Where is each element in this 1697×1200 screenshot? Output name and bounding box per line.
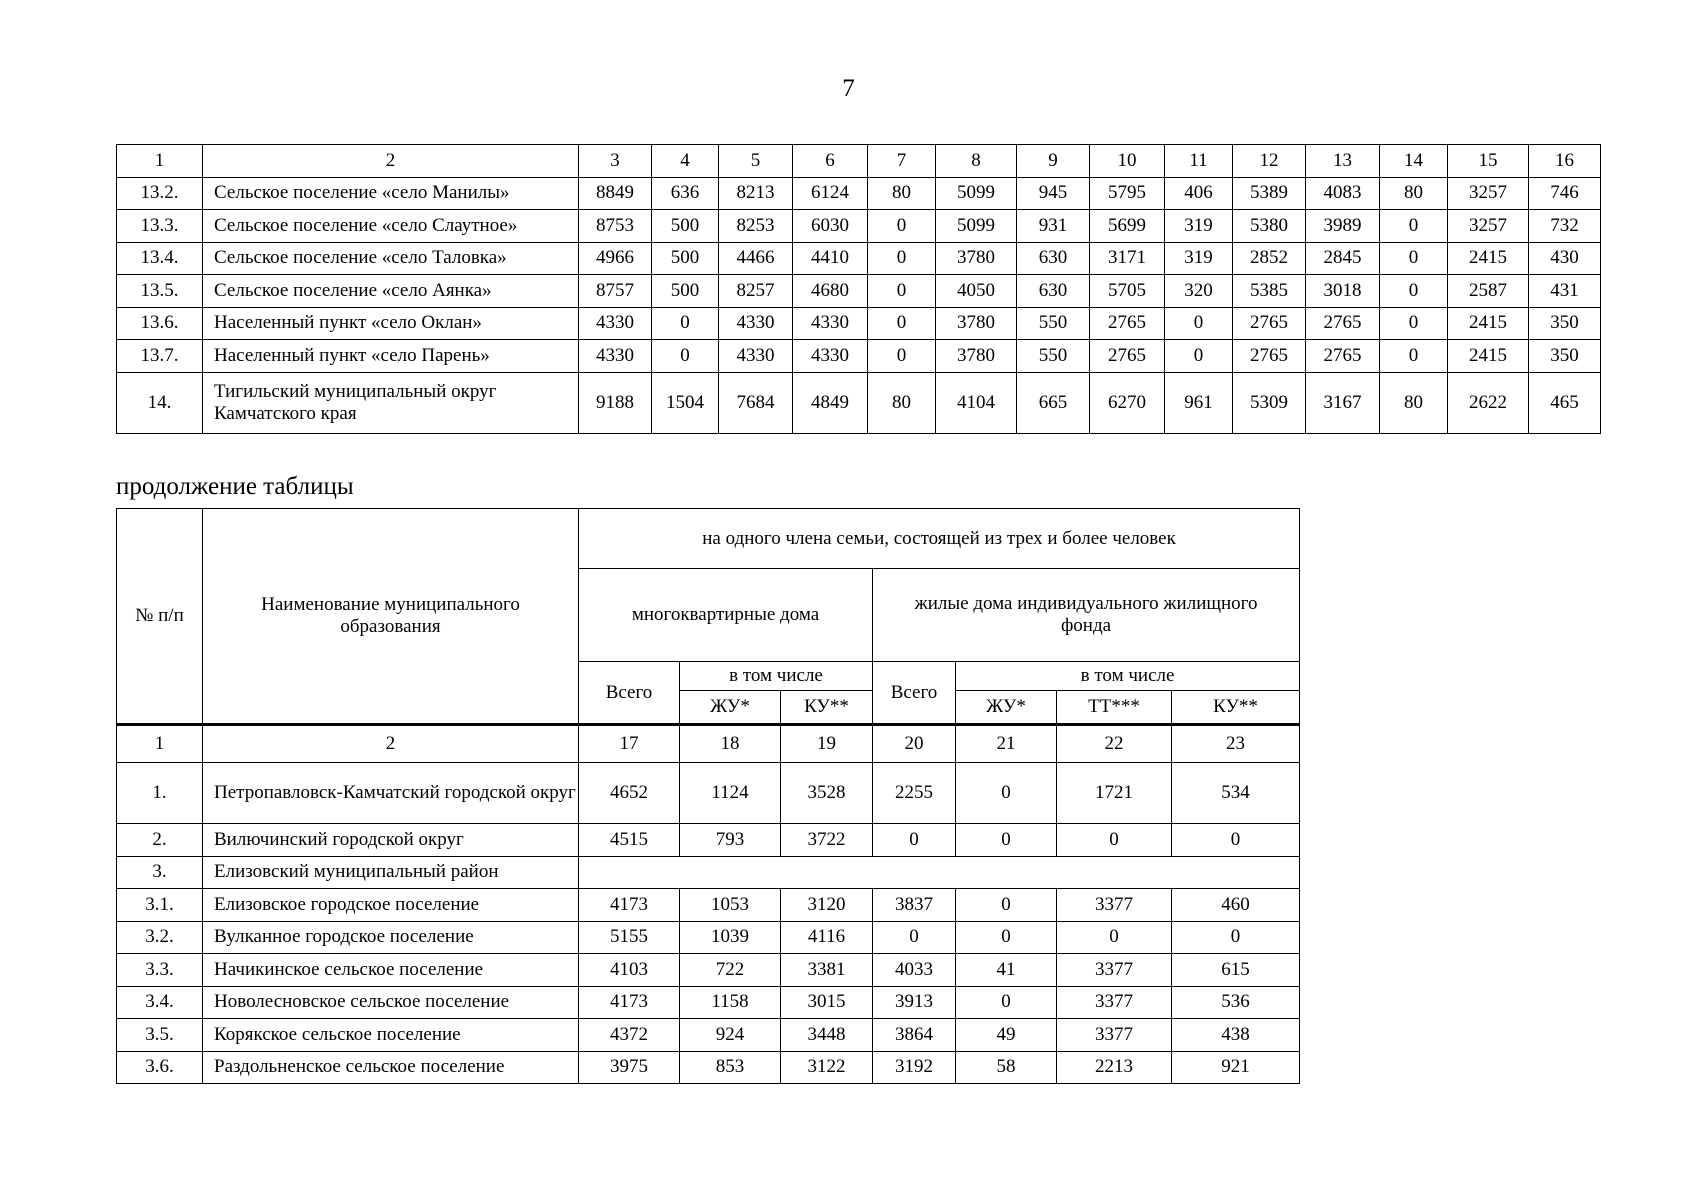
value-cell: 4330 [793, 307, 868, 340]
column-number-cell: 16 [1529, 145, 1601, 178]
value-cell: 5795 [1090, 177, 1165, 210]
value-cell: 5380 [1233, 210, 1306, 243]
value-cell: 0 [956, 889, 1057, 922]
value-cell: 406 [1165, 177, 1233, 210]
value-cell: 6124 [793, 177, 868, 210]
row-number: 2. [117, 824, 203, 857]
value-cell: 9188 [579, 372, 652, 433]
municipality-name: Раздольненское сельское поселение [203, 1051, 579, 1084]
value-cell: 2255 [873, 763, 956, 824]
row-number: 13.7. [117, 340, 203, 373]
value-cell: 722 [680, 954, 781, 987]
value-cell: 4330 [719, 340, 793, 373]
value-cell: 3120 [781, 889, 873, 922]
value-cell: 80 [1380, 372, 1448, 433]
header-apartments-ku: КУ** [781, 691, 873, 725]
value-cell: 8753 [579, 210, 652, 243]
value-cell: 0 [868, 307, 936, 340]
municipality-name: Тигильский муниципальный округ Камчатского края [203, 372, 579, 433]
value-cell: 4330 [579, 307, 652, 340]
value-cell: 0 [1380, 307, 1448, 340]
value-cell: 0 [873, 921, 956, 954]
value-cell: 2852 [1233, 242, 1306, 275]
municipality-name: Сельское поселение «село Манилы» [203, 177, 579, 210]
municipality-name: Начикинское сельское поселение [203, 954, 579, 987]
value-cell: 4410 [793, 242, 868, 275]
column-number-cell: 20 [873, 725, 956, 763]
header-houses-total: Всего [873, 662, 956, 725]
value-cell: 630 [1017, 242, 1090, 275]
column-number-cell: 1 [117, 145, 203, 178]
value-cell: 534 [1172, 763, 1300, 824]
table-row [117, 177, 1601, 210]
value-cell: 853 [680, 1051, 781, 1084]
value-cell: 4330 [579, 340, 652, 373]
value-cell: 3381 [781, 954, 873, 987]
column-number-cell: 7 [868, 145, 936, 178]
value-cell: 3913 [873, 986, 956, 1019]
value-cell: 350 [1529, 307, 1601, 340]
value-cell: 7684 [719, 372, 793, 433]
value-cell: 2765 [1306, 307, 1380, 340]
value-cell: 2765 [1233, 307, 1306, 340]
value-cell: 6270 [1090, 372, 1165, 433]
value-cell: 4050 [936, 275, 1017, 308]
value-cell: 945 [1017, 177, 1090, 210]
value-cell: 0 [1165, 340, 1233, 373]
value-cell: 1124 [680, 763, 781, 824]
row-number: 14. [117, 372, 203, 433]
table-row [117, 242, 1601, 275]
value-cell: 5705 [1090, 275, 1165, 308]
municipality-name: Елизовский муниципальный район [203, 856, 579, 889]
header-name: Наименование муниципального образования [203, 509, 579, 725]
row-number: 13.5. [117, 275, 203, 308]
value-cell: 2587 [1448, 275, 1529, 308]
page-number: 7 [842, 75, 855, 102]
municipality-name: Новолесновское сельское поселение [203, 986, 579, 1019]
value-cell: 465 [1529, 372, 1601, 433]
value-cell: 4104 [936, 372, 1017, 433]
row-number: 13.2. [117, 177, 203, 210]
value-cell: 3837 [873, 889, 956, 922]
value-cell: 931 [1017, 210, 1090, 243]
value-cell: 3377 [1057, 1019, 1172, 1052]
value-cell: 58 [956, 1051, 1057, 1084]
table-row [117, 1019, 1300, 1052]
table-row [117, 1051, 1300, 1084]
column-number-cell: 22 [1057, 725, 1172, 763]
value-cell: 0 [1165, 307, 1233, 340]
value-cell: 0 [1172, 824, 1300, 857]
column-number-cell: 21 [956, 725, 1057, 763]
value-cell: 41 [956, 954, 1057, 987]
value-cell: 4652 [579, 763, 680, 824]
column-number-cell: 5 [719, 145, 793, 178]
value-cell: 0 [956, 824, 1057, 857]
value-cell: 3377 [1057, 954, 1172, 987]
header-apartments: многоквартирные дома [579, 569, 873, 662]
value-cell: 80 [868, 372, 936, 433]
row-number: 13.6. [117, 307, 203, 340]
column-number-cell: 8 [936, 145, 1017, 178]
value-cell: 0 [1380, 340, 1448, 373]
column-number-row [117, 725, 1300, 763]
value-cell: 2415 [1448, 340, 1529, 373]
value-cell: 5155 [579, 921, 680, 954]
column-number-cell: 19 [781, 725, 873, 763]
value-cell: 5099 [936, 210, 1017, 243]
value-cell: 0 [956, 986, 1057, 1019]
value-cell: 0 [868, 340, 936, 373]
value-cell: 5385 [1233, 275, 1306, 308]
value-cell: 0 [1057, 824, 1172, 857]
table-row [117, 763, 1300, 824]
value-cell: 3171 [1090, 242, 1165, 275]
row-number: 13.3. [117, 210, 203, 243]
value-cell: 319 [1165, 242, 1233, 275]
column-number-cell: 13 [1306, 145, 1380, 178]
value-cell: 350 [1529, 340, 1601, 373]
table-row [117, 372, 1601, 433]
value-cell: 665 [1017, 372, 1090, 433]
column-number-cell: 9 [1017, 145, 1090, 178]
value-cell: 460 [1172, 889, 1300, 922]
row-number: 1. [117, 763, 203, 824]
row-number: 3.1. [117, 889, 203, 922]
value-cell: 8257 [719, 275, 793, 308]
value-cell: 3377 [1057, 889, 1172, 922]
value-cell: 320 [1165, 275, 1233, 308]
value-cell: 746 [1529, 177, 1601, 210]
value-cell: 2765 [1233, 340, 1306, 373]
value-cell: 3975 [579, 1051, 680, 1084]
table-row [117, 856, 1300, 889]
value-cell: 0 [1172, 921, 1300, 954]
column-number-cell: 10 [1090, 145, 1165, 178]
value-cell: 2765 [1306, 340, 1380, 373]
table-row [117, 986, 1300, 1019]
header-num: № п/п [117, 509, 203, 725]
municipality-name: Вулканное городское поселение [203, 921, 579, 954]
header-group: на одного члена семьи, состоящей из трех и более человек [579, 509, 1300, 569]
row-number: 3.3. [117, 954, 203, 987]
value-cell: 4330 [793, 340, 868, 373]
municipality-name: Населенный пункт «село Оклан» [203, 307, 579, 340]
column-number-cell: 2 [203, 725, 579, 763]
row-number: 3.2. [117, 921, 203, 954]
value-cell: 4849 [793, 372, 868, 433]
municipality-name: Сельское поселение «село Аянка» [203, 275, 579, 308]
value-cell: 3015 [781, 986, 873, 1019]
empty-cell [579, 856, 1300, 889]
row-number: 13.4. [117, 242, 203, 275]
header-houses-ku: КУ** [1172, 691, 1300, 725]
value-cell: 438 [1172, 1019, 1300, 1052]
value-cell: 4515 [579, 824, 680, 857]
header-houses-tt: ТТ*** [1057, 691, 1172, 725]
table-row [117, 307, 1601, 340]
municipality-name: Вилючинский городской округ [203, 824, 579, 857]
value-cell: 3864 [873, 1019, 956, 1052]
row-number: 3.6. [117, 1051, 203, 1084]
municipality-name: Сельское поселение «село Таловка» [203, 242, 579, 275]
table-row [117, 824, 1300, 857]
value-cell: 80 [1380, 177, 1448, 210]
value-cell: 49 [956, 1019, 1057, 1052]
column-number-cell: 17 [579, 725, 680, 763]
value-cell: 0 [868, 242, 936, 275]
table-continuation-part-1 [116, 144, 1601, 434]
column-number-cell: 12 [1233, 145, 1306, 178]
header-apartments-including: в том числе [680, 662, 873, 691]
header-houses-zhu: ЖУ* [956, 691, 1057, 725]
value-cell: 80 [868, 177, 936, 210]
value-cell: 550 [1017, 307, 1090, 340]
table-row [117, 954, 1300, 987]
value-cell: 3122 [781, 1051, 873, 1084]
value-cell: 3448 [781, 1019, 873, 1052]
value-cell: 0 [868, 210, 936, 243]
value-cell: 4680 [793, 275, 868, 308]
value-cell: 1039 [680, 921, 781, 954]
value-cell: 732 [1529, 210, 1601, 243]
value-cell: 2213 [1057, 1051, 1172, 1084]
value-cell: 5099 [936, 177, 1017, 210]
value-cell: 536 [1172, 986, 1300, 1019]
value-cell: 3257 [1448, 177, 1529, 210]
column-number-cell: 14 [1380, 145, 1448, 178]
value-cell: 8213 [719, 177, 793, 210]
value-cell: 4173 [579, 986, 680, 1019]
value-cell: 615 [1172, 954, 1300, 987]
value-cell: 5309 [1233, 372, 1306, 433]
value-cell: 2415 [1448, 307, 1529, 340]
value-cell: 500 [652, 275, 719, 308]
municipality-name: Корякское сельское поселение [203, 1019, 579, 1052]
value-cell: 3528 [781, 763, 873, 824]
value-cell: 500 [652, 242, 719, 275]
value-cell: 3257 [1448, 210, 1529, 243]
value-cell: 961 [1165, 372, 1233, 433]
column-number-cell: 6 [793, 145, 868, 178]
column-number-row [117, 145, 1601, 178]
table-row [117, 889, 1300, 922]
column-number-cell: 1 [117, 725, 203, 763]
column-number-cell: 3 [579, 145, 652, 178]
value-cell: 3192 [873, 1051, 956, 1084]
value-cell: 0 [1380, 275, 1448, 308]
value-cell: 0 [652, 340, 719, 373]
value-cell: 4116 [781, 921, 873, 954]
value-cell: 3377 [1057, 986, 1172, 1019]
value-cell: 3780 [936, 242, 1017, 275]
column-number-cell: 15 [1448, 145, 1529, 178]
value-cell: 0 [1057, 921, 1172, 954]
value-cell: 924 [680, 1019, 781, 1052]
municipality-name: Сельское поселение «село Слаутное» [203, 210, 579, 243]
header-apartments-zhu: ЖУ* [680, 691, 781, 725]
table-row [117, 275, 1601, 308]
table-continuation-part-2 [116, 508, 1300, 1084]
value-cell: 4173 [579, 889, 680, 922]
value-cell: 430 [1529, 242, 1601, 275]
header-houses: жилые дома индивидуального жилищного фонда [873, 569, 1300, 662]
value-cell: 793 [680, 824, 781, 857]
value-cell: 4966 [579, 242, 652, 275]
column-number-cell: 11 [1165, 145, 1233, 178]
value-cell: 1158 [680, 986, 781, 1019]
value-cell: 1721 [1057, 763, 1172, 824]
value-cell: 6030 [793, 210, 868, 243]
row-number: 3. [117, 856, 203, 889]
value-cell: 3780 [936, 307, 1017, 340]
value-cell: 3989 [1306, 210, 1380, 243]
value-cell: 3780 [936, 340, 1017, 373]
value-cell: 5699 [1090, 210, 1165, 243]
value-cell: 4330 [719, 307, 793, 340]
value-cell: 3018 [1306, 275, 1380, 308]
table-row [117, 340, 1601, 373]
value-cell: 0 [652, 307, 719, 340]
column-number-cell: 2 [203, 145, 579, 178]
value-cell: 921 [1172, 1051, 1300, 1084]
value-cell: 2765 [1090, 340, 1165, 373]
value-cell: 2622 [1448, 372, 1529, 433]
value-cell: 4103 [579, 954, 680, 987]
value-cell: 8253 [719, 210, 793, 243]
value-cell: 8849 [579, 177, 652, 210]
column-number-cell: 4 [652, 145, 719, 178]
municipality-name: Населенный пункт «село Парень» [203, 340, 579, 373]
header-apartments-total: Всего [579, 662, 680, 725]
value-cell: 3722 [781, 824, 873, 857]
value-cell: 431 [1529, 275, 1601, 308]
column-number-cell: 23 [1172, 725, 1300, 763]
value-cell: 2765 [1090, 307, 1165, 340]
column-number-cell: 18 [680, 725, 781, 763]
table-row [117, 210, 1601, 243]
header-houses-including: в том числе [956, 662, 1300, 691]
value-cell: 3167 [1306, 372, 1380, 433]
value-cell: 1504 [652, 372, 719, 433]
value-cell: 8757 [579, 275, 652, 308]
value-cell: 0 [956, 921, 1057, 954]
row-number: 3.5. [117, 1019, 203, 1052]
value-cell: 1053 [680, 889, 781, 922]
value-cell: 550 [1017, 340, 1090, 373]
value-cell: 0 [1380, 210, 1448, 243]
value-cell: 2845 [1306, 242, 1380, 275]
row-number: 3.4. [117, 986, 203, 1019]
municipality-name: Елизовское городское поселение [203, 889, 579, 922]
value-cell: 0 [873, 824, 956, 857]
value-cell: 0 [1380, 242, 1448, 275]
value-cell: 500 [652, 210, 719, 243]
value-cell: 0 [868, 275, 936, 308]
value-cell: 630 [1017, 275, 1090, 308]
value-cell: 0 [956, 763, 1057, 824]
value-cell: 4466 [719, 242, 793, 275]
continuation-label: продолжение таблицы [116, 473, 354, 500]
value-cell: 5389 [1233, 177, 1306, 210]
table-row [117, 921, 1300, 954]
value-cell: 4372 [579, 1019, 680, 1052]
value-cell: 4083 [1306, 177, 1380, 210]
value-cell: 319 [1165, 210, 1233, 243]
value-cell: 2415 [1448, 242, 1529, 275]
municipality-name: Петропавловск-Камчатский городской округ [203, 763, 579, 824]
value-cell: 636 [652, 177, 719, 210]
value-cell: 4033 [873, 954, 956, 987]
